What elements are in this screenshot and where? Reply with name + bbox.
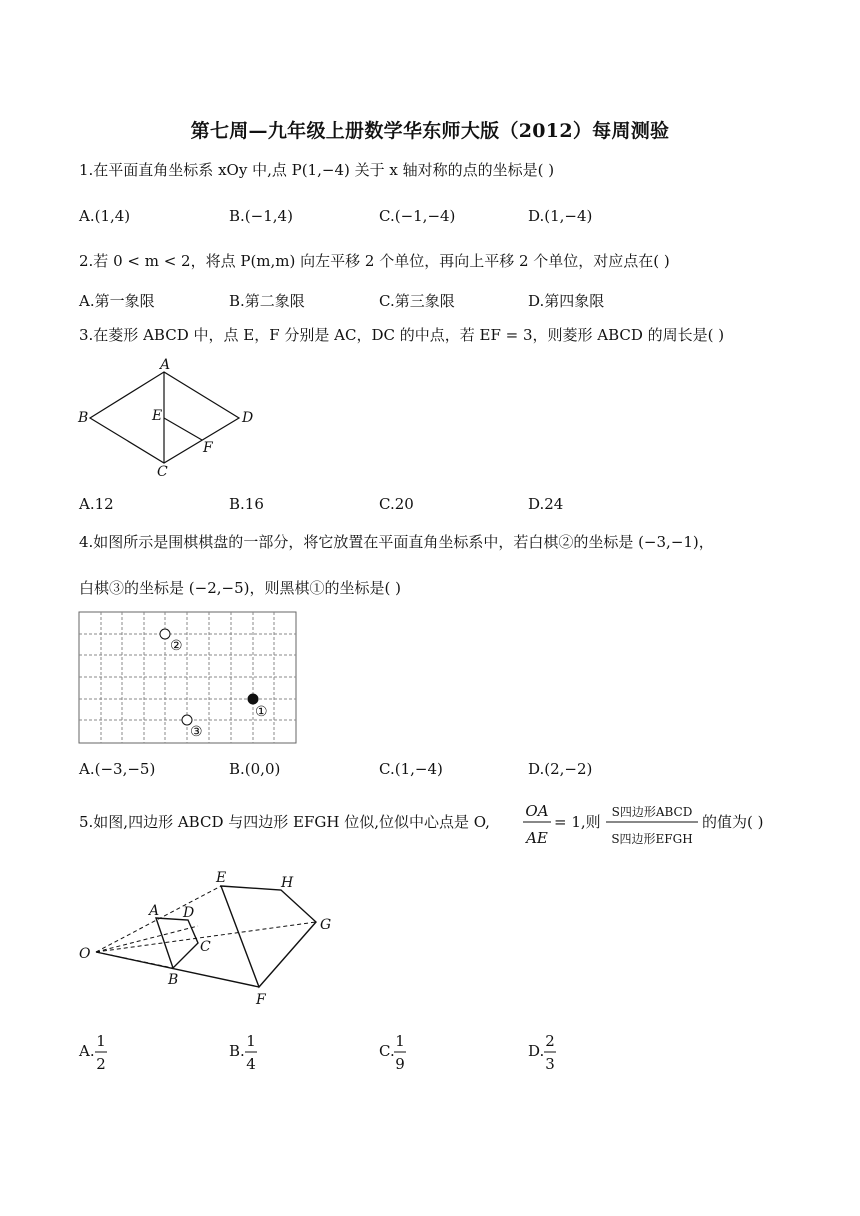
option-a: A.(−3,−5) xyxy=(79,760,156,778)
go-board-figure xyxy=(78,611,298,745)
option-d: D.24 xyxy=(528,495,564,513)
option-a: A.12 xyxy=(79,495,114,513)
option-c-numerator: 1 xyxy=(395,1032,405,1050)
option-a-numerator: 1 xyxy=(96,1032,106,1050)
option-a-letter: A. xyxy=(79,1042,95,1060)
label-e: E xyxy=(152,408,163,424)
option-c: C.(−1,−4) xyxy=(379,207,456,225)
label-d: D xyxy=(183,905,195,921)
option-c: C.(1,−4) xyxy=(379,760,443,778)
question-1-text: 1.在平面直角坐标系 xOy 中,点 P(1,−4) 关于 x 轴对称的点的坐标是( ) xyxy=(79,161,555,179)
question-3-text: 3.在菱形 ABCD 中，点 E，F 分别是 AC，DC 的中点，若 EF = 3，则菱形 ABCD 的周长是( ) xyxy=(79,326,725,344)
option-a: A.第一象限 xyxy=(79,292,155,310)
segment-ef xyxy=(164,418,202,440)
label-g: G xyxy=(320,917,332,933)
question-5-prefix: 5.如图,四边形 ABCD 与四边形 EFGH 位似,位似中心点是 O, xyxy=(79,813,490,831)
label-o: O xyxy=(79,946,91,962)
option-d-numerator: 2 xyxy=(545,1032,555,1050)
question-5-suffix: 的值为( ) xyxy=(702,813,764,831)
label-d: D xyxy=(242,410,254,426)
option-a: A.(1,4) xyxy=(79,207,131,225)
label-b: B xyxy=(168,972,179,988)
question-2-options xyxy=(79,289,779,313)
option-d: D.(2,−2) xyxy=(528,760,593,778)
rhombus-figure xyxy=(74,355,264,480)
option-a-denominator: 2 xyxy=(96,1055,106,1073)
label-b: B xyxy=(78,410,89,426)
option-b-letter: B. xyxy=(229,1042,245,1060)
label-stone-1: ① xyxy=(255,704,268,720)
option-b: B.(−1,4) xyxy=(229,207,293,225)
question-2-text: 2.若 0 < m < 2，将点 P(m,m) 向左平移 2 个单位，再向上平移 2 个单位，对应点在( ) xyxy=(79,252,670,270)
ratio-value: = 1,则 xyxy=(554,813,601,831)
label-stone-3: ③ xyxy=(190,724,203,740)
homothety-figure xyxy=(76,865,346,1010)
label-e: E xyxy=(216,870,227,886)
quadrilateral-ehgf xyxy=(221,886,316,987)
question-1-options xyxy=(79,204,779,228)
label-c: C xyxy=(157,464,168,480)
black-stone-1 xyxy=(248,694,258,704)
option-c-letter: C. xyxy=(379,1042,395,1060)
option-b-denominator: 4 xyxy=(246,1055,256,1073)
label-stone-2: ② xyxy=(170,638,183,654)
ratio-numerator: OA xyxy=(525,802,549,820)
question-3-options xyxy=(79,492,779,516)
label-h: H xyxy=(281,875,294,891)
option-d: D.第四象限 xyxy=(528,292,605,310)
option-d-letter: D. xyxy=(528,1042,545,1060)
option-b: B.16 xyxy=(229,495,264,513)
area-numerator: S四边形ABCD xyxy=(611,805,693,819)
question-5-text xyxy=(76,795,796,855)
page-title: 第七周—九年级上册数学华东师大版（2012）每周测验 xyxy=(190,120,670,142)
question-5-options xyxy=(76,1030,636,1080)
question-4-text-line2: 白棋③的坐标是 (−2,−5)，则黑棋①的坐标是( ) xyxy=(79,579,401,597)
option-d: D.(1,−4) xyxy=(528,207,593,225)
ratio-denominator: AE xyxy=(526,829,548,847)
question-4-text-line1: 4.如图所示是围棋棋盘的一部分，将它放置在平面直角坐标系中，若白棋②的坐标是 (−3,−1)， xyxy=(79,533,714,551)
label-f: F xyxy=(203,440,213,456)
option-b: B.(0,0) xyxy=(229,760,281,778)
label-a: A xyxy=(149,903,160,919)
option-b: B.第二象限 xyxy=(229,292,305,310)
label-a: A xyxy=(160,357,171,373)
projection-lines xyxy=(96,886,316,968)
label-f: F xyxy=(256,992,266,1008)
question-4-options xyxy=(79,757,779,781)
option-d-denominator: 3 xyxy=(545,1055,555,1073)
label-c: C xyxy=(200,939,211,955)
option-c: C.第三象限 xyxy=(379,292,455,310)
option-c-denominator: 9 xyxy=(395,1055,405,1073)
option-b-numerator: 1 xyxy=(246,1032,256,1050)
area-denominator: S四边形EFGH xyxy=(611,832,693,846)
white-stone-2 xyxy=(160,629,170,639)
option-c: C.20 xyxy=(379,495,414,513)
